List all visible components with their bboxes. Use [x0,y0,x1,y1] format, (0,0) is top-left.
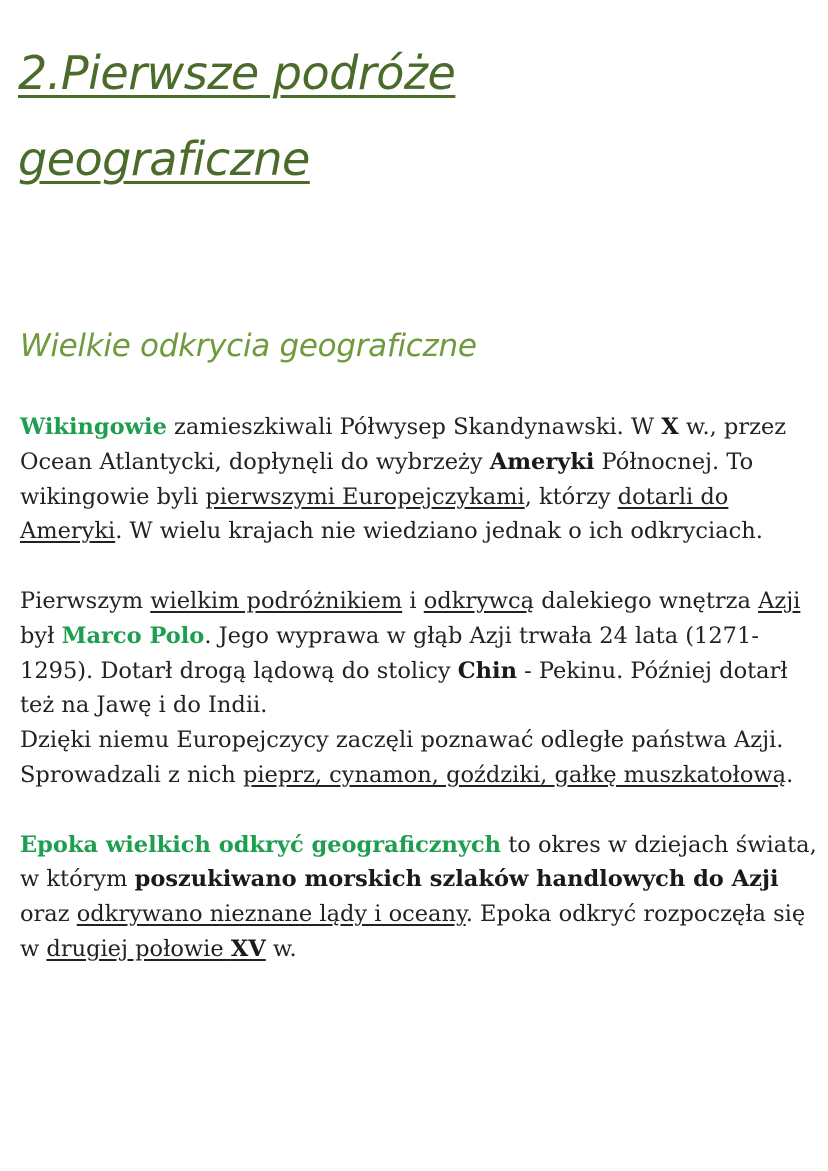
page-title: 2.Pierwsze podróże geograficzne [18,46,456,186]
underlined-asia: Azji [758,587,801,614]
text-span: - Pekinu. Później dotarł też na Jawę i do Indii. [20,657,788,719]
text-span: był [20,622,62,649]
text-span: . Jego wyprawa w głąb Azji trwała 24 lata (1271-1295). Dotarł drogą lądową do stolicy [20,622,759,684]
century-xv: XV [230,935,266,962]
term-vikings: Wikingowie [20,414,167,440]
text-span: Północnej. To wikingowie byli [20,448,754,510]
paragraph-age-of-discovery [20,828,820,967]
term-america: Ameryki [489,448,595,475]
text-span: oraz [20,901,77,928]
text-span: . [786,761,794,788]
underlined-great-traveler: wielkim podróżnikiem [150,587,403,614]
century-x: X [661,414,679,440]
text-span: zamieszkiwali Półwysep Skandynawski. W [166,414,662,440]
document-body [20,410,820,1002]
text-span: . Epoka odkryć rozpoczęła się w [20,901,806,962]
text-span: i [402,587,424,614]
underlined-first-europeans: pierwszymi Europejczykami [205,483,525,510]
text-span: dalekiego wnętrza [534,587,759,614]
text-span: w. [265,935,297,962]
text-span: w., przez Ocean Atlantycki, dopłynęli do wybrzeży [20,414,787,475]
underlined-reached-america: dotarli do Ameryki [20,483,729,545]
bold-sea-routes: poszukiwano morskich szlaków handlowych do Azji [134,866,779,893]
term-marco-polo: Marco Polo [61,622,205,649]
paragraph-vikings [20,410,820,549]
underlined-spices: pieprz, cynamon, goździki, gałkę muszkatołową [242,761,787,788]
paragraph-spices [20,723,820,793]
term-age-of-discovery: Epoka wielkich odkryć geograficznych [20,831,502,858]
text-span: . W wielu krajach nie wiedziano jednak o ich odkryciach. [115,518,763,545]
underlined-unknown-lands: odkrywano nieznane lądy i oceany [76,901,466,928]
underlined-discoverer: odkrywcą [423,587,535,614]
text-span: Pierwszym [20,587,151,614]
term-china: Chin [457,657,517,684]
section-heading: Wielkie odkrycia geograficzne [20,328,477,364]
text-span: , którzy [524,483,618,510]
paragraph-marco-polo [20,584,820,723]
underlined-second-half [46,936,265,962]
text-span: to okres w dziejach świata, w którym [20,831,817,893]
text-span: drugiej połowie [46,935,231,962]
text-span: Dzięki niemu Europejczycy zaczęli poznawać odległe państwa Azji. Sprowadzali z nich [20,727,784,788]
